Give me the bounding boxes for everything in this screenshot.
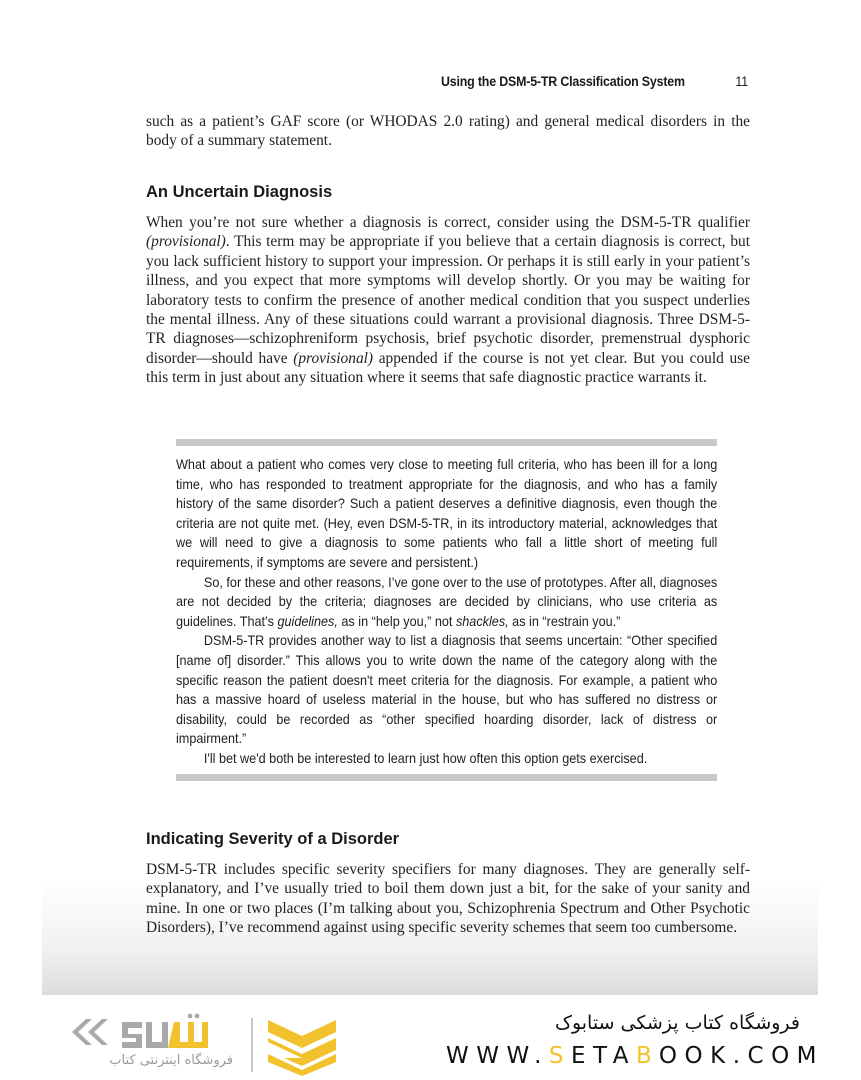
logo-divider	[251, 1018, 253, 1072]
sidebar-content	[176, 446, 717, 774]
double-chevron-left-icon	[68, 1017, 116, 1047]
sidebar-box	[176, 439, 717, 781]
running-head	[441, 74, 748, 89]
store-name: فروشگاه کتاب پزشکی ستابوک	[554, 1012, 800, 1034]
text-run: . This term may be appropriate if you believe that a certain diagnosis is correct, but you lack sufficient history to support your impression. Or perhaps it is still early in your patient’s illness, and you expect that more symptoms will develop shortly. Or you may be waiting for laboratory tests to confirm the presence of another medical condition that you suspect underlies the mental illness. Any of these situations could warrant a provisional diagnosis. Three DSM-5-TR diagnoses—schizophreniform psychosis, brief psychotic disorder, premenstrual dysphoric disorder—should have	[146, 233, 750, 367]
url-part: OOK.COM	[658, 1043, 825, 1069]
italic-term: (provisional)	[293, 349, 374, 367]
url-part: WWW.	[446, 1043, 549, 1069]
italic-term: guidelines,	[277, 613, 338, 629]
store-url[interactable]	[446, 1043, 825, 1069]
running-head-title: Using the DSM-5-TR Classification System	[441, 74, 685, 89]
sidebar-paragraph: DSM-5-TR provides another way to list a diagnosis that seems uncertain: “Other specified [name of] disorder.” This allows you to write down the name of the category along with the specific reason the patient doesn't meet criteria for the diagnosis. For example, a patient who has a massive hoard of useless material in the house, but who has suffered no distress or disability, could be recorded as “other specified hoarding disorder, lack of distress or impairment.”	[176, 633, 718, 747]
italic-term: (provisional)	[146, 233, 226, 251]
text-run: as in “restrain you.”	[508, 613, 621, 629]
text-run: So, for these and other reasons, I’ve gone over to the use of prototypes. After all, diagnoses are not decided by the criteria; diagnoses are decided by clinicians, who use criteria as guidelines. That’s	[176, 574, 718, 629]
text-run: appended if the course is not yet clear. But you could use this term in just about any situation where it seems that safe diagnostic practice warrants it.	[146, 349, 750, 387]
sidebar-top-rule	[176, 439, 717, 446]
italic-term: shackles,	[455, 613, 509, 629]
setabook-logo-wordmark	[118, 1012, 228, 1050]
text-run: When you’re not sure whether a diagnosis is correct, consider using the DSM-5-TR qualifier	[146, 214, 750, 231]
logo-subtitle: فروشگاه اینترنتی کتاب	[109, 1053, 233, 1068]
section-heading-uncertain-diagnosis: An Uncertain Diagnosis	[146, 183, 333, 201]
uncertain-diagnosis-paragraph	[146, 213, 750, 388]
section-uncertain-diagnosis-body	[146, 213, 750, 388]
intro-paragraph	[146, 112, 750, 151]
sidebar-paragraph: I'll bet we'd both be interested to learn just how often this option gets exercised.	[203, 750, 648, 766]
section-severity-body	[146, 860, 750, 938]
intro-paragraph-text: such as a patient’s GAF score (or WHODAS 2.0 rating) and general medical disorders in the body of a summary statement.	[146, 113, 750, 150]
severity-paragraph: DSM-5-TR includes specific severity specifiers for many diagnoses. They are generally self-explanatory, and I’ve usually tried to boil them down just a bit, for the sake of your sanity and mine. In one or two places (I’m talking about you, Schizophrenia Spectrum and Other Psychotic Disorders), I’ve recommend against using specific severity schemes that seem too cumbersome.	[146, 861, 750, 937]
section-heading-severity: Indicating Severity of a Disorder	[146, 830, 400, 848]
url-part: ETA	[571, 1043, 637, 1069]
text-run: as in “help you,” not	[337, 613, 456, 629]
sidebar-paragraph	[176, 573, 717, 632]
sidebar-bottom-rule	[176, 774, 717, 781]
url-accent-letter: S	[548, 1043, 572, 1069]
setabook-chevron-logo-icon	[264, 1018, 340, 1076]
sidebar-paragraph: What about a patient who comes very close to meeting full criteria, who has been ill for a long time, who has responded to treatment appropriate for the diagnosis, and who has a family history of the same disorder? Such a patient deserves a definitive diagnosis, even though the criteria are not quite met. (Hey, even DSM-5-TR, in its introductory material, acknowledges that we will need to give a diagnosis to some patients who fall a little short of meeting full requirements, if symptoms are severe and persistent.)	[176, 457, 718, 570]
url-accent-letter: B	[636, 1043, 659, 1069]
page-number: 11	[735, 74, 748, 89]
